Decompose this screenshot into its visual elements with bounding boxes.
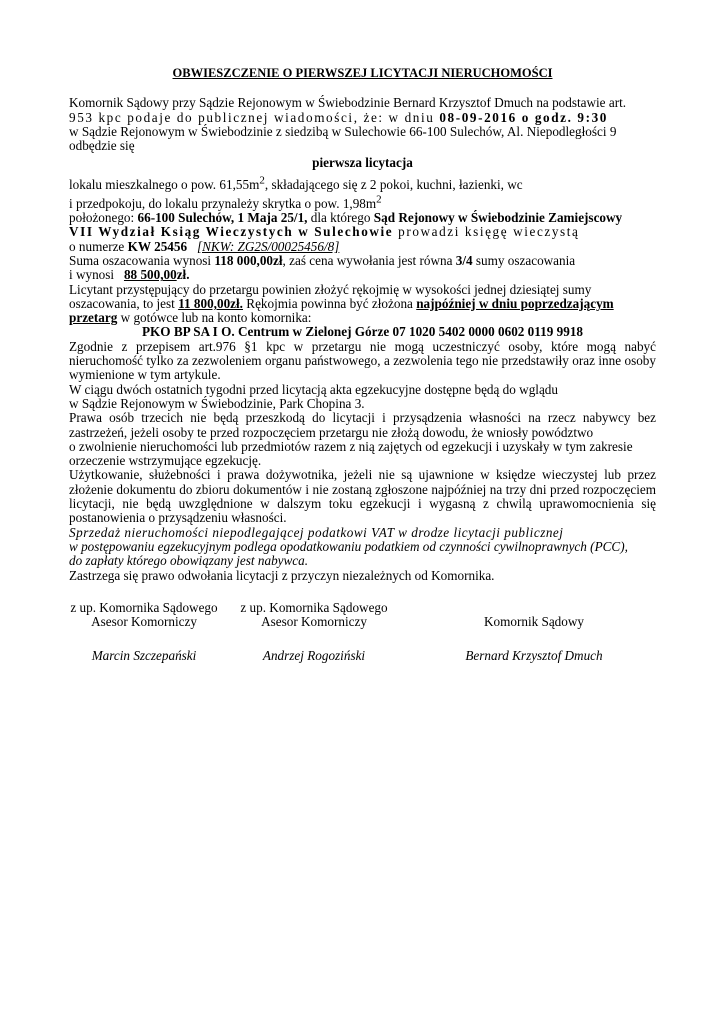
intro-line-3 xyxy=(69,125,656,139)
valuation-text: i wynosi xyxy=(69,267,118,283)
call-fraction: 3/4 xyxy=(455,252,473,268)
court-name: Sąd Rejonowy w Świebodzinie Zamiejscowy xyxy=(373,210,623,226)
court-department: VII Wydział Ksiąg Wieczystych w Sulechowie xyxy=(69,224,394,240)
document-body xyxy=(69,66,656,671)
intro-line-1 xyxy=(69,96,656,110)
signature-title: Komornik Sądowy xyxy=(483,614,584,630)
property-text: prowadzi księgę wieczystą xyxy=(393,224,580,240)
valuation-text: , zaś cena wywołania jest równa xyxy=(282,252,456,268)
signature-3 xyxy=(434,601,634,664)
files-paragraph-line-2: w Sądzie Rejonowym w Świebodzinie, Park Chopina 3. xyxy=(69,395,365,411)
valuation-text: Suma oszacowania wynosi xyxy=(69,252,215,268)
property-line-5 xyxy=(69,240,656,254)
intro-line-4 xyxy=(69,139,656,153)
vat-line-3: do zapłaty którego obowiązany jest nabywca. xyxy=(69,553,309,569)
deposit-text: Rękojmia powinna być złożona xyxy=(242,295,417,311)
signature-name: Marcin Szczepański xyxy=(91,648,197,664)
property-text: , składającego się z 2 pokoi, kuchni, łazienki, wc xyxy=(264,176,523,192)
intro-text: 953 kpc podaje do publicznej wiadomości, że: w dniu xyxy=(69,109,440,125)
reserve-paragraph: Zastrzega się prawo odwołania licytacji z przyczyn niezależnych od Komornika. xyxy=(69,567,495,583)
property-text: lokalu mieszkalnego o pow. 61,55m xyxy=(69,176,260,192)
currency: zł. xyxy=(176,267,190,283)
bank-account: PKO BP SA I O. Centrum w Zielonej Górze 07 1020 5402 0000 0602 0119 9918 xyxy=(141,324,584,340)
land-register-number: KW 25456 xyxy=(127,238,188,254)
intro-text: w Sądzie Rejonowym w Świebodzinie z siedzibą w Sulechowie 66-100 Sulechów, Al. Niepodległości 9 xyxy=(69,123,617,139)
valuation-text: sumy oszacowania xyxy=(472,252,576,268)
intro-text: odbędzie się xyxy=(69,138,135,154)
intro-line-2 xyxy=(69,111,656,125)
property-address: 66-100 Sulechów, 1 Maja 25/1, xyxy=(137,210,308,226)
intro-text: Komornik Sądowy przy Sądzie Rejonowym w Świebodzinie Bernard Krzysztof Dmuch na podstawie art. xyxy=(69,95,627,111)
deposit-line-1 xyxy=(69,283,656,297)
property-text: i przedpokoju, do lokalu przynależy skrytka o pow. 1,98m xyxy=(69,195,377,211)
deposit-text: w gotówce lub na konto komornika: xyxy=(117,310,312,326)
deposit-line-2 xyxy=(69,297,656,311)
signature-title: Asesor Komorniczy xyxy=(91,614,197,630)
auction-date: 08-09-2016 o godz. 9:30 xyxy=(439,109,608,125)
signature-name: Andrzej Rogoziński xyxy=(262,648,366,664)
call-price: 88 500,00 xyxy=(123,267,177,283)
deposit-text: oszacowania, to jest xyxy=(69,295,179,311)
valuation-line-1 xyxy=(69,254,656,268)
law-paragraph: Zgodnie z przepisem art.976 §1 kpc w przetargu nie mogą uczestniczyć osoby, które mogą nabyć nieruchomość tylko za zezwoleniem organu państwowego, a zezwolenia tego nie przedstawiły oraz inne osoby wymienione w tym artykule. xyxy=(69,338,656,383)
signature-title: Asesor Komorniczy xyxy=(261,614,367,630)
deposit-deadline: najpóźniej w dniu poprzedzającym xyxy=(416,295,614,311)
page-title: OBWIESZCZENIE O PIERWSZEJ LICYTACJI NIERUCHOMOŚCI xyxy=(172,66,553,80)
property-text: dla którego xyxy=(307,210,374,226)
property-line-3 xyxy=(69,211,656,225)
property-line-1 xyxy=(69,176,656,193)
signature-2 xyxy=(229,601,399,664)
superscript: 2 xyxy=(259,174,265,187)
valuation-amount: 118 000,00zł xyxy=(214,252,283,268)
vat-line-2: w postępowaniu egzekucyjnym podlega opodatkowaniu podatkiem od czynności cywilnoprawnych (PCC), xyxy=(69,538,628,554)
deposit-amount: 11 800,00zł. xyxy=(178,295,243,311)
signature-role xyxy=(434,601,634,615)
rights-paragraph-cont: o zwolnienie nieruchomości lub przedmiotów razem z nią zajętych od egzekucji i uzyskały w tym zakresie orzeczenie wstrzymujące egzekucję. xyxy=(69,438,633,469)
deposit-text: Licytant przystępujący do przetargu powinien złożyć rękojmię w wysokości jednej dziesiątej sumy xyxy=(69,281,592,297)
valuation-line-2 xyxy=(69,268,656,282)
vat-line-1: Sprzedaż nieruchomości niepodlegającej podatkowi VAT w drodze licytacji publicznej xyxy=(69,524,564,540)
property-line-4 xyxy=(69,225,656,239)
signature-role: z up. Komornika Sądowego xyxy=(70,599,218,615)
signature-role: z up. Komornika Sądowego xyxy=(240,599,388,615)
property-text: o numerze xyxy=(69,238,128,254)
auction-type: pierwsza licytacja xyxy=(312,155,413,171)
superscript: 2 xyxy=(376,193,382,206)
files-paragraph-line-1: W ciągu dwóch ostatnich tygodni przed licytacją akta egzekucyjne dostępne będą do wglądu xyxy=(69,381,558,397)
rights-paragraph: Prawa osób trzecich nie będą przeszkodą do licytacji i przysądzenia własności na rzecz nabywcy bez zastrzeżeń, jeżeli osoby te przed rozpoczęciem przetargu nie złożą dowodu, że wniosły powództwo xyxy=(69,410,656,440)
usage-paragraph: Użytkowanie, służebności i prawa dożywotnika, jeżeli nie są ujawnione w księdze wieczystej lub przez złożenie dokumentu do zbioru dokumentów i nie zostaną zgłoszone najpóźniej na trzy dni przed rozpoczęciem licytacji, nie będą uwzględnione w dalszym toku egzekucji i wygasną z chwilą uprawomocnienia się postanowienia o przysądzeniu własności. xyxy=(69,467,656,526)
deposit-deadline: przetarg xyxy=(69,310,118,326)
property-text: położonego: xyxy=(69,210,138,226)
deposit-line-3 xyxy=(69,311,656,325)
property-line-2 xyxy=(69,193,656,211)
signature-block xyxy=(69,601,656,671)
signature-name: Bernard Krzysztof Dmuch xyxy=(465,648,603,664)
signature-1 xyxy=(59,601,229,664)
new-land-register-number: [NKW: ZG2S/00025456/8] xyxy=(196,238,340,254)
